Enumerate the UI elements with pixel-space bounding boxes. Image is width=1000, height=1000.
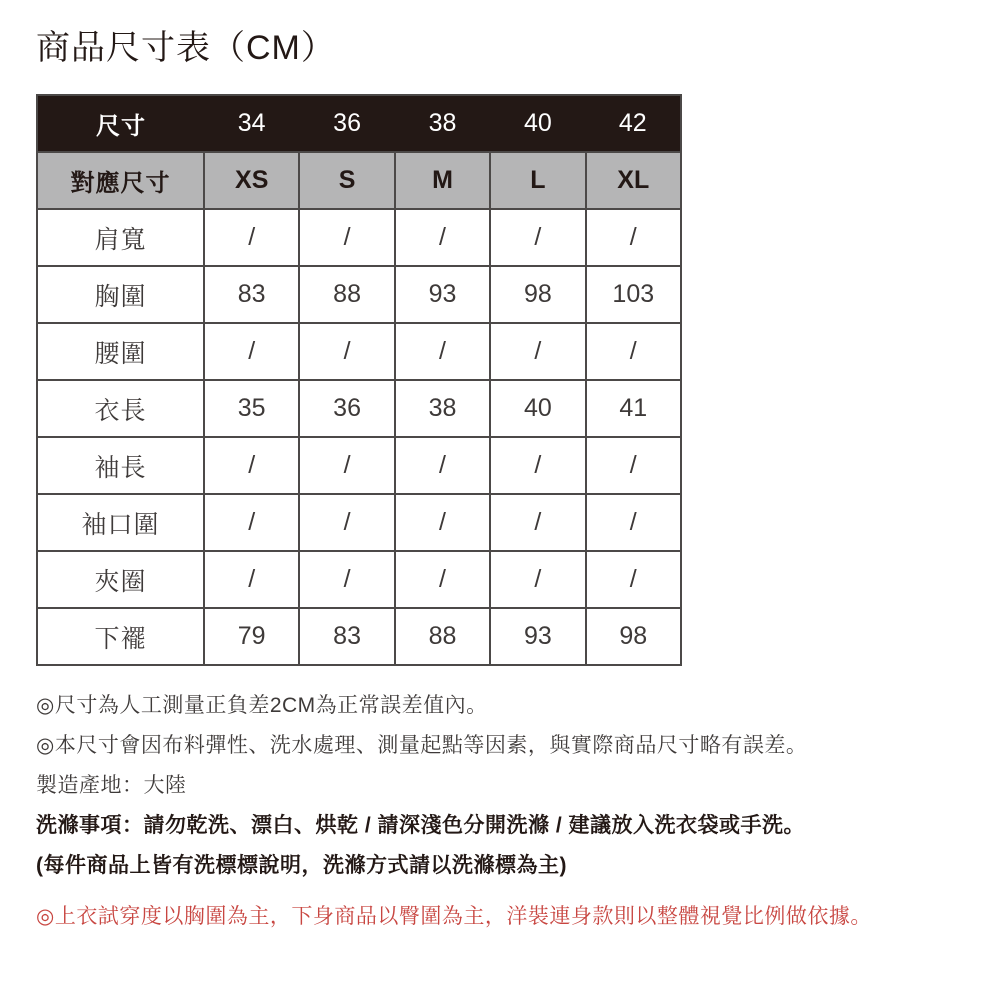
mapped-size-value: XS bbox=[204, 152, 299, 209]
measure-label: 腰圍 bbox=[37, 323, 204, 380]
measure-value: 93 bbox=[490, 608, 585, 665]
measure-value: 79 bbox=[204, 608, 299, 665]
measure-value: 93 bbox=[395, 266, 490, 323]
measure-label: 袖長 bbox=[37, 437, 204, 494]
measure-value: / bbox=[299, 494, 394, 551]
measure-label: 肩寬 bbox=[37, 209, 204, 266]
note-fit-guideline: ◎上衣試穿度以胸圍為主，下身商品以臀圍為主，洋裝連身款則以整體視覺比例做依據。 bbox=[36, 905, 872, 928]
measure-value: / bbox=[586, 323, 681, 380]
measure-value: / bbox=[490, 551, 585, 608]
measure-label: 衣長 bbox=[37, 380, 204, 437]
size-header-value: 38 bbox=[428, 109, 457, 137]
measure-value: / bbox=[395, 551, 490, 608]
mapped-size-label: 對應尺寸 bbox=[37, 152, 204, 209]
measure-label: 夾圈 bbox=[37, 551, 204, 608]
table-row-mapped-size-header bbox=[37, 152, 681, 209]
size-header-value: 36 bbox=[333, 109, 361, 137]
measure-value: / bbox=[586, 209, 681, 266]
table-row-sleeve-length bbox=[37, 437, 681, 494]
measure-value: 83 bbox=[299, 608, 394, 665]
size-header-value: 40 bbox=[523, 109, 552, 137]
measure-value: / bbox=[204, 551, 299, 608]
note-size-variance: ◎本尺寸會因布料彈性、洗水處理、測量起點等因素，與實際商品尺寸略有誤差。 bbox=[36, 734, 808, 757]
measure-value: 35 bbox=[204, 380, 299, 437]
measure-value: 88 bbox=[395, 608, 490, 665]
measure-value: / bbox=[586, 494, 681, 551]
table-row-waist bbox=[37, 323, 681, 380]
measure-value: 38 bbox=[395, 380, 490, 437]
measure-value: 36 bbox=[299, 380, 394, 437]
table-row-hem bbox=[37, 608, 681, 665]
mapped-size-value: L bbox=[490, 152, 585, 209]
table-row-length bbox=[37, 380, 681, 437]
mapped-size-value: M bbox=[395, 152, 490, 209]
measure-value: 88 bbox=[299, 266, 394, 323]
measure-value: / bbox=[204, 209, 299, 266]
measure-value: / bbox=[490, 494, 585, 551]
measure-value: / bbox=[586, 551, 681, 608]
measure-value: / bbox=[204, 494, 299, 551]
measure-label: 袖口圍 bbox=[37, 494, 204, 551]
mapped-size-value: XL bbox=[586, 152, 681, 209]
notes-section bbox=[36, 694, 970, 928]
measure-value: / bbox=[395, 437, 490, 494]
table-row-armhole bbox=[37, 551, 681, 608]
table-row-bust bbox=[37, 266, 681, 323]
mapped-size-value: S bbox=[299, 152, 394, 209]
table-row-size-header bbox=[37, 95, 681, 152]
measure-value: 98 bbox=[490, 266, 585, 323]
size-header-label: 尺寸 bbox=[96, 113, 146, 140]
note-washing-instructions: 洗滌事項：請勿乾洗、漂白、烘乾 / 請深淺色分開洗滌 / 建議放入洗衣袋或手洗。 bbox=[36, 814, 806, 837]
size-table bbox=[36, 94, 682, 666]
measure-value: 41 bbox=[586, 380, 681, 437]
size-header-value: 34 bbox=[237, 109, 266, 137]
measure-value: / bbox=[490, 209, 585, 266]
measure-value: / bbox=[299, 437, 394, 494]
measure-value: / bbox=[490, 323, 585, 380]
measure-value: / bbox=[395, 494, 490, 551]
size-header-value: 42 bbox=[618, 109, 647, 137]
measure-value: / bbox=[299, 323, 394, 380]
measure-value: / bbox=[299, 551, 394, 608]
measure-value: 98 bbox=[586, 608, 681, 665]
measure-label: 胸圍 bbox=[37, 266, 204, 323]
measure-value: / bbox=[395, 209, 490, 266]
note-origin: 製造產地：大陸 bbox=[36, 774, 187, 797]
measure-value: / bbox=[299, 209, 394, 266]
measure-value: / bbox=[204, 323, 299, 380]
measure-value: / bbox=[395, 323, 490, 380]
table-row-shoulder bbox=[37, 209, 681, 266]
page-title: 商品尺寸表（CM） bbox=[36, 29, 336, 67]
measure-value: / bbox=[204, 437, 299, 494]
measure-label: 下襬 bbox=[37, 608, 204, 665]
table-row-cuff bbox=[37, 494, 681, 551]
note-washing-label: (每件商品上皆有洗標標說明，洗滌方式請以洗滌標為主) bbox=[36, 854, 567, 877]
note-measure-tolerance: ◎尺寸為人工測量正負差2CM為正常誤差值內。 bbox=[36, 694, 488, 717]
measure-value: 83 bbox=[204, 266, 299, 323]
measure-value: 40 bbox=[490, 380, 585, 437]
measure-value: / bbox=[490, 437, 585, 494]
measure-value: / bbox=[586, 437, 681, 494]
measure-value: 103 bbox=[586, 266, 681, 323]
